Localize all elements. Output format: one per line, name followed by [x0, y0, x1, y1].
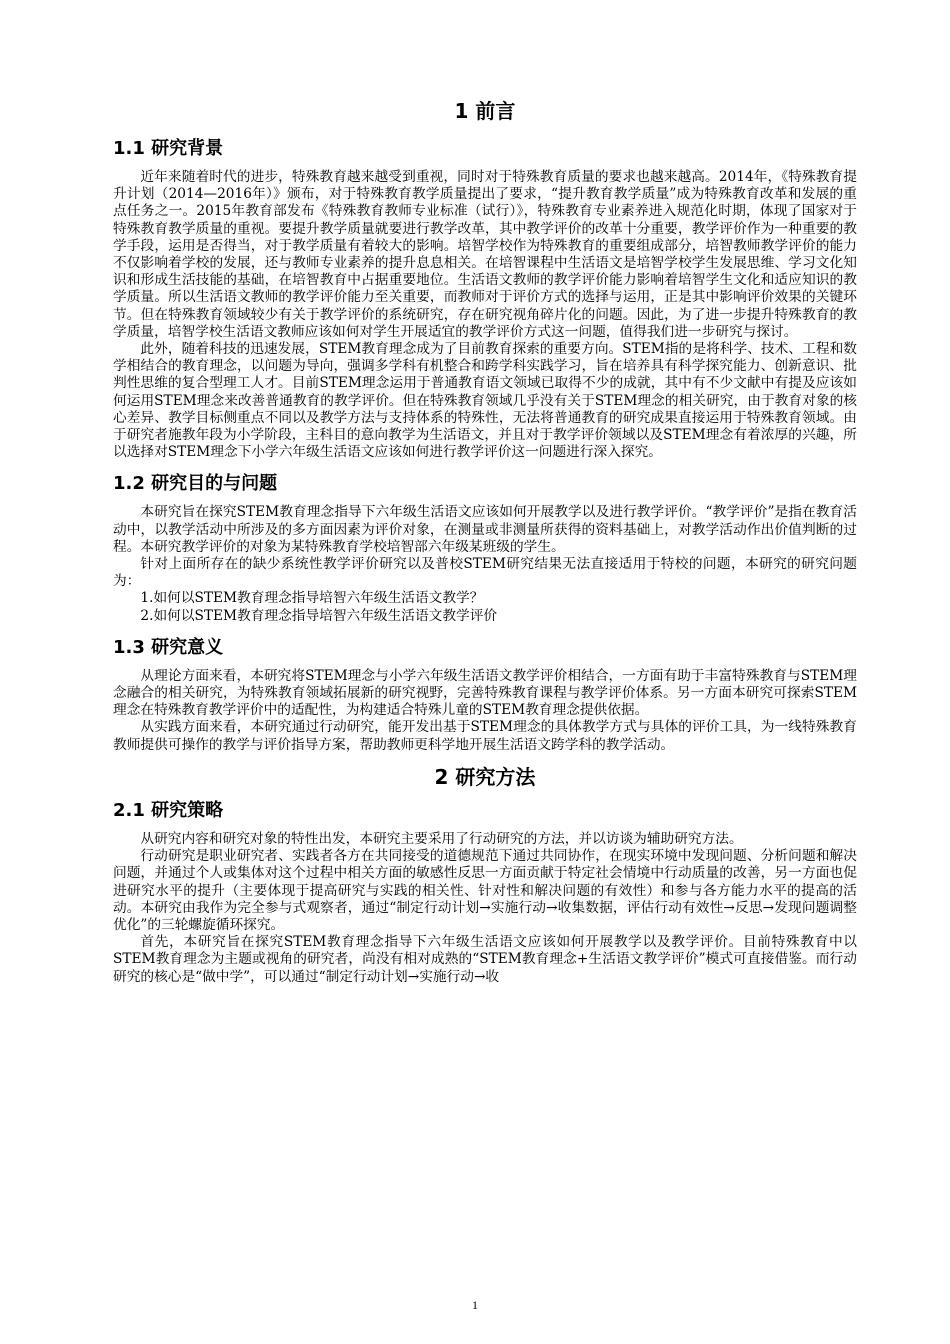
section-2-1-paragraph-3: 首先，本研究旨在探究STEM教育理念指导下六年级生活语文应该如何开展教学以及教学评价。目前特殊教育中以STEM教育理念为主题或视角的研究者，尚没有相对成熟的“STEM教育理念+生活语文教学评价”模式可直接借鉴。而行动研究的核心是“做中学”，可以通过“制定行动计划→实施行动→收 — [113, 934, 857, 985]
research-question-1: 1.如何以STEM教育理念指导培智六年级生活语文教学？ — [140, 590, 484, 607]
section-1-3-paragraph-2: 从实践方面来看，本研究通过行动研究，能开发出基于STEM理念的具体教学方式与具体的评价工具，为一线特殊教育教师提供可操作的教学与评价指导方案，帮助教师更科学地开展生活语文跨学科的教学活动。 — [113, 719, 857, 753]
section-1-1-paragraph-2: 此外，随着科技的迅速发展，STEM教育理念成为了目前教育探索的重要方向。STEM指的是将科学、技术、工程和数学相结合的教育理念，以问题为导向，强调多学科有机整合和跨学科实践学习，旨在培养具有科学探究能力、创新意识、批判性思维的复合型理工人才。目前STEM理念运用于普通教育语文领域已取得不少的成就，其中有不少文献中有提及应该如何运用STEM理念来改善普通教育的教学评价。但在特殊教育领域几乎没有关于STEM理念的相关研究，由于教育对象的核心差异、教学目标侧重点不同以及教学方法与支持体系的特殊性，无法将普通教育的研究成果直接运用于特殊教育领域。由于研究者施教年段为小学阶段，主科目的意向教学为生活语文，并且对于教学评价领域以及STEM理念有着浓厚的兴趣，所以选择对STEM理念下小学六年级生活语文应该如何进行教学评价这一问题进行深入探究。 — [113, 341, 857, 461]
section-1-2-paragraph-1: 本研究旨在探究STEM教育理念指导下六年级生活语文应该如何开展教学以及进行教学评价。“教学评价”是指在教育活动中，以教学活动中所涉及的多方面因素为评价对象，在测量或非测量所获得的资料基础上，对教学活动作出价值判断的过程。本研究教学评价的对象为某特殊教育学校培智部六年级某班级的学生。 — [113, 504, 857, 555]
section-1-2-paragraph-2: 针对上面所存在的缺少系统性教学评价研究以及普校STEM研究结果无法直接适用于特校的问题，本研究的研究问题为： — [113, 556, 857, 590]
document-page — [113, 96, 857, 986]
section-1-1-paragraph-1: 近年来随着时代的进步，特殊教育越来越受到重视，同时对于特殊教育质量的要求也越来越高。2014年，《特殊教育提升计划（2014—2016年）》颁布，对于特殊教育教学质量提出了要求，“提升教育教学质量”成为特殊教育改革和发展的重点任务之一。2015年教育部发布《特殊教育教师专业标准（试行）》，特殊教育专业素养进入规范化时期，体现了国家对于特殊教育教学质量的重视。要提升教学质量就要进行教学改革，其中教学评价的改革十分重要，教学评价作为一种重要的教学手段，运用是否得当，对于教学质量有着较大的影响。培智学校作为特殊教育的重要组成部分，培智教师教学评价的能力不仅影响着学校的发展，还与教师专业素养的提升息息相关。在培智课程中生活语文是培智学校学生发展思维、学习文化知识和形成生活技能的基础，在培智教育中占据重要地位。生活语文教师的教学评价能力影响着培智学生文化和适应知识的教学质量。所以生活语文教师的教学评价能力至关重要，而教师对于评价方式的选择与运用，正是其中影响评价效果的关键环节。但在特殊教育领域较少有关于教学评价的系统研究，存在研究视角碎片化的问题。因此，为了进一步提升特殊教育的教学质量，培智学校生活语文教师应该如何对学生开展适宜的教学评价方式这一问题，值得我们进一步研究与探讨。 — [113, 169, 857, 340]
page-number: 1 — [472, 1298, 478, 1312]
chapter-1-heading: 1 前言 — [454, 99, 516, 123]
chapter-2-heading: 2 研究方法 — [434, 764, 536, 789]
section-1-2-heading: 1.2 研究目的与问题 — [113, 473, 278, 495]
section-1-1-heading: 1.1 研究背景 — [113, 138, 224, 159]
section-2-1-paragraph-1: 从研究内容和研究对象的特性出发，本研究主要采用了行动研究的方法，并以访谈为辅助研究方法。 — [140, 830, 743, 847]
research-question-2: 2.如何以STEM教育理念指导培智六年级生活语文教学评价 — [140, 607, 498, 624]
section-1-3-paragraph-1: 从理论方面来看，本研究将STEM理念与小学六年级生活语文教学评价相结合，一方面有助于丰富特殊教育与STEM理念融合的相关研究，为特殊教育领域拓展新的研究视野，完善特殊教育课程与教学评价体系。另一方面本研究可探索STEM理念在特殊教育教学评价中的适配性，为构建适合特殊儿童的STEM教育理念提供依据。 — [113, 667, 857, 719]
section-2-1-heading: 2.1 研究策略 — [113, 799, 224, 821]
section-1-3-heading: 1.3 研究意义 — [113, 636, 224, 658]
section-2-1-paragraph-2: 行动研究是职业研究者、实践者各方在共同接受的道德规范下通过共同协作，在现实环境中发现问题、分析问题和解决问题，并通过个人或集体对这个过程中相关方面的敏感性反思一方面贡献于特定社会情境中行动质量的改善，另一方面也促进研究水平的提升（主要体现于提高研究与实践的相关性、针对性和解决问题的有效性）和参与各方能力水平的提高的活动。本研究由我作为完全参与式观察者，通过“制定行动计划→实施行动→收集数据，评估行动有效性→反思→发现问题调整优化”的三轮螺旋循环探究。 — [113, 848, 857, 933]
